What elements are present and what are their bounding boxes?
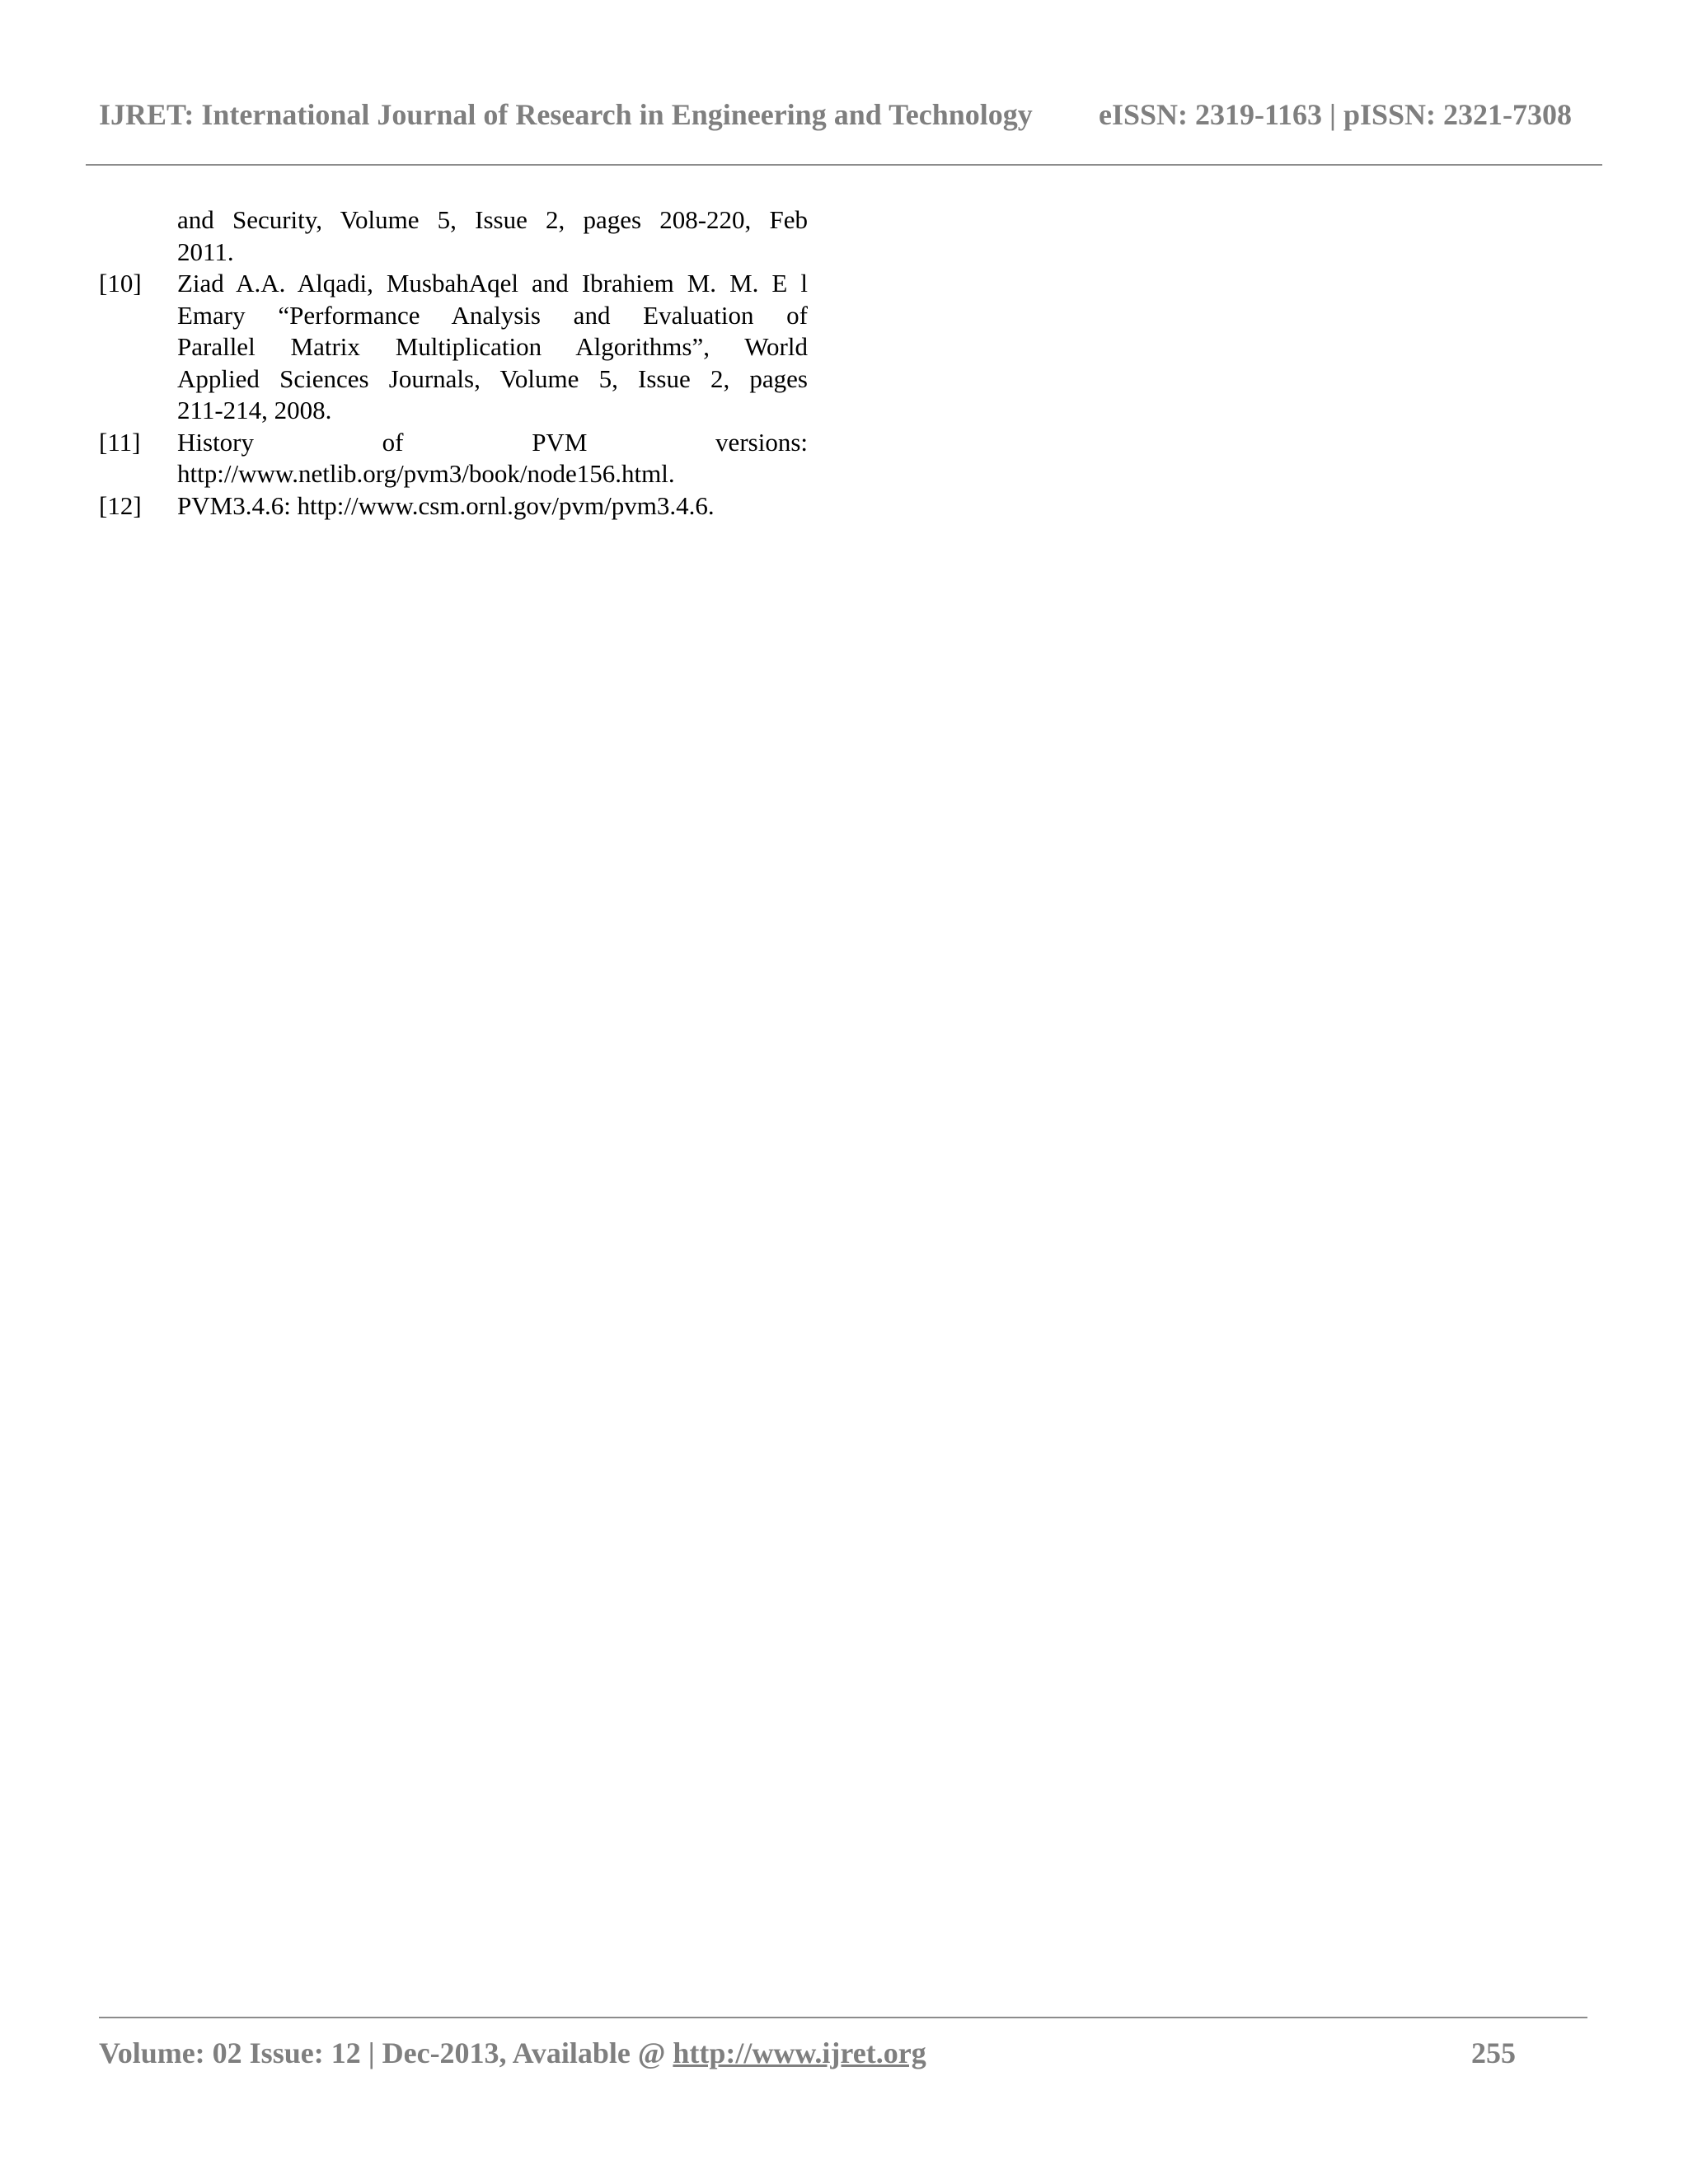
running-header (99, 97, 1582, 132)
page-footer (99, 2036, 1582, 2070)
reference-item-continued (99, 204, 808, 268)
reference-number: [12] (99, 490, 142, 520)
reference-item-10 (99, 268, 808, 427)
reference-line: PVM3.4.6: http://www.csm.ornl.gov/pvm/pvm3.4.6. (177, 490, 715, 520)
reference-line: and Security, Volume 5, Issue 2, pages 208-220, Feb (177, 205, 808, 234)
reference-number: [11] (99, 427, 141, 457)
footer-divider (99, 2017, 1587, 2018)
reference-line: 2011. (177, 237, 234, 266)
journal-website-link[interactable]: http://www.ijret.org (673, 2036, 926, 2069)
reference-item-12 (99, 490, 808, 523)
reference-line: Emary “Performance Analysis and Evaluation of (177, 300, 808, 330)
reference-line: 211-214, 2008. (177, 396, 332, 424)
reference-list (99, 204, 808, 522)
reference-line: http://www.netlib.org/pvm3/book/node156.html. (177, 459, 675, 488)
journal-title: IJRET: International Journal of Research in Engineering and Technology (99, 98, 1033, 131)
page-number: 255 (1471, 2036, 1516, 2069)
reference-line: Parallel Matrix Multiplication Algorithms”, World (177, 332, 808, 361)
reference-line: Applied Sciences Journals, Volume 5, Issue 2, pages (177, 363, 808, 393)
issn-info: eISSN: 2319-1163 | pISSN: 2321-7308 (1099, 98, 1572, 131)
reference-item-11 (99, 427, 808, 490)
footer-volume-info: Volume: 02 Issue: 12 | Dec-2013, Available @ (99, 2036, 673, 2069)
reference-line: Ziad A.A. Alqadi, MusbahAqel and Ibrahiem M. M. E l (177, 269, 808, 298)
header-divider (86, 164, 1602, 166)
reference-number: [10] (99, 269, 142, 298)
reference-line: History of PVM versions: (177, 427, 808, 457)
